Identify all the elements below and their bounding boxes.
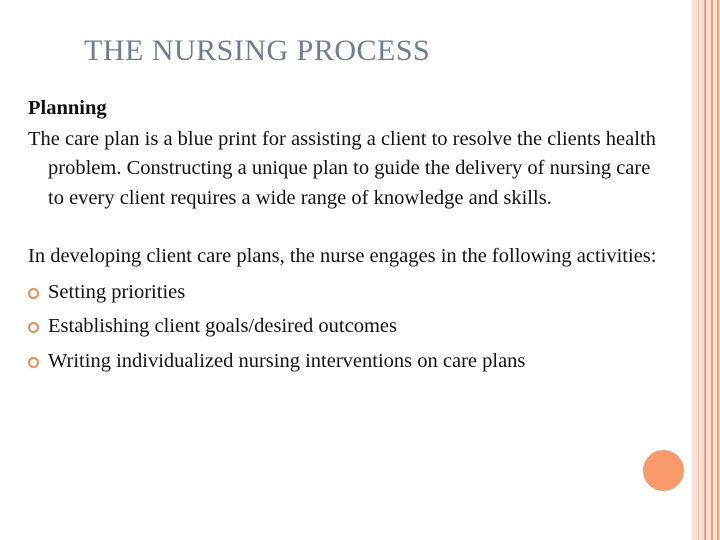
decorative-border-line: [711, 0, 713, 540]
list-item: [28, 278, 658, 308]
slide-title: THE NURSING PROCESS: [84, 34, 431, 67]
spacer: [28, 213, 658, 242]
activity-list: [28, 278, 658, 377]
paragraph-care-plan: The care plan is a blue print for assisting a client to resolve the clients health problem. Constructing a unique plan to guide the delivery of nursing care to every client requires a wide range of knowledge and skills.: [28, 127, 656, 209]
decorative-border-line: [698, 0, 699, 540]
decorative-circle: [641, 448, 686, 493]
decorative-border-line: [704, 0, 706, 540]
decorative-border-line: [717, 0, 719, 540]
list-item: [28, 312, 658, 342]
section-heading: Planning: [28, 97, 107, 119]
decorative-border: [692, 0, 720, 540]
bullet-icon: [28, 357, 39, 368]
slide-body: [28, 94, 658, 381]
list-item: [28, 347, 658, 377]
bullet-icon: [28, 288, 39, 299]
list-item-text: Writing individualized nursing interventions on care plans: [48, 349, 526, 372]
bullet-icon: [28, 322, 39, 333]
list-item-text: Establishing client goals/desired outcomes: [48, 315, 398, 337]
list-item-text: Setting priorities: [48, 280, 186, 303]
paragraph-activities: In developing client care plans, the nurse engages in the following activities:: [28, 245, 657, 267]
